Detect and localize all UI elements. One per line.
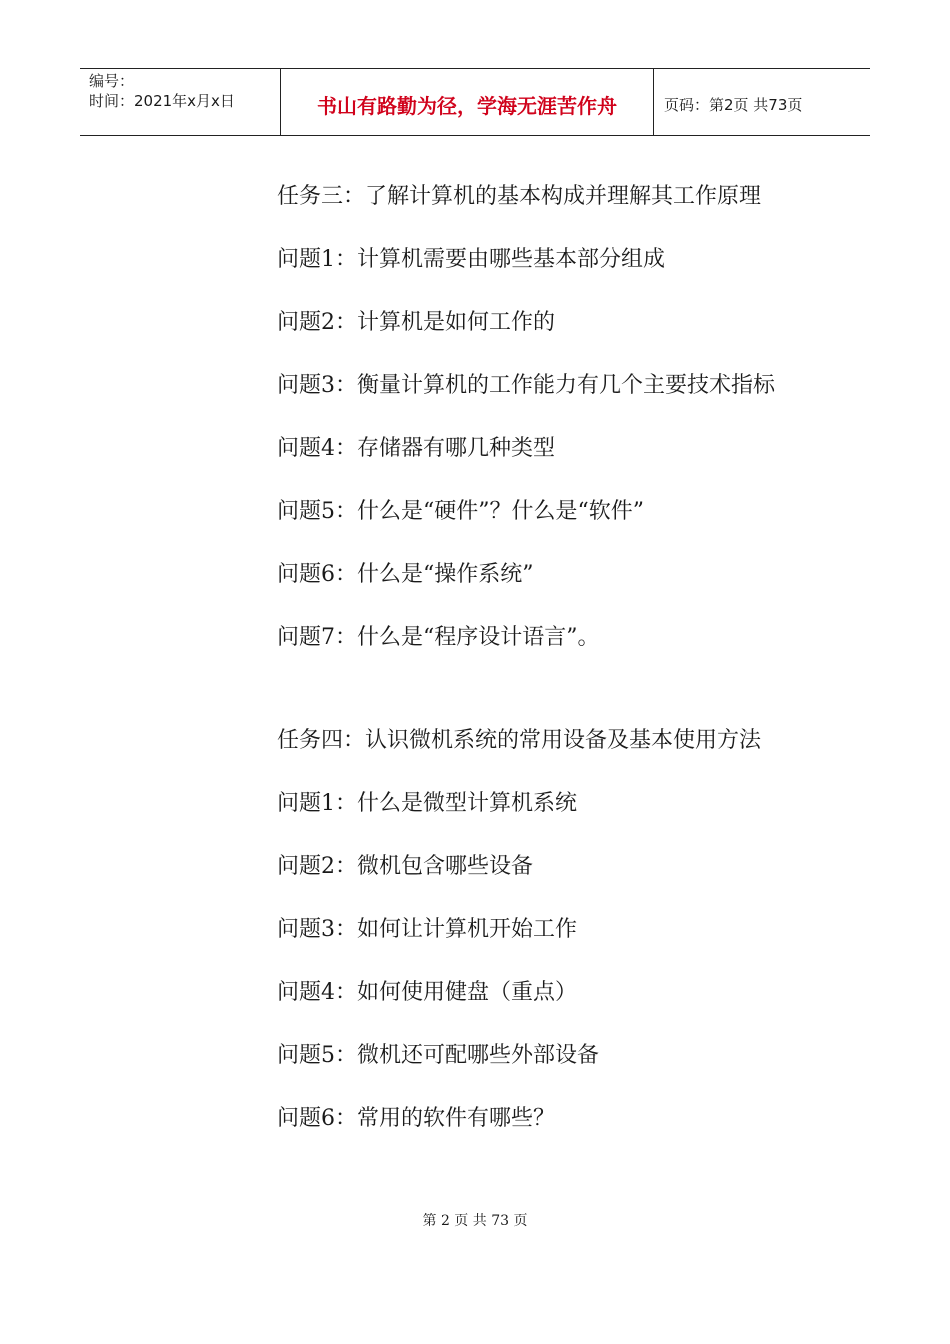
section-divider xyxy=(277,669,897,709)
time-label: 时间：2021年x月x日 xyxy=(89,92,235,110)
section-task-4 xyxy=(277,709,897,1150)
section-task-3 xyxy=(277,165,897,669)
page-header xyxy=(80,68,870,136)
question-item: 问题1：计算机需要由哪些基本部分组成 xyxy=(277,247,665,272)
header-motto: 书山有路勤为径，学海无涯苦作舟 xyxy=(281,69,654,135)
section-title: 任务三：了解计算机的基本构成并理解其工作原理 xyxy=(277,184,762,209)
question-item: 问题6：常用的软件有哪些？ xyxy=(277,1106,555,1131)
header-meta xyxy=(80,69,281,135)
question-item: 问题3：如何让计算机开始工作 xyxy=(277,917,577,942)
question-item: 问题5：微机还可配哪些外部设备 xyxy=(277,1043,599,1068)
page-footer: 第 2 页 共 73 页 xyxy=(422,1213,528,1229)
question-item: 问题7：什么是“程序设计语言”。 xyxy=(277,625,600,650)
question-item: 问题3：衡量计算机的工作能力有几个主要技术指标 xyxy=(277,373,775,398)
question-item: 问题4：如何使用健盘（重点） xyxy=(277,980,577,1005)
question-item: 问题2：微机包含哪些设备 xyxy=(277,854,533,879)
question-item: 问题4：存储器有哪几种类型 xyxy=(277,436,555,461)
question-item: 问题2：计算机是如何工作的 xyxy=(277,310,555,335)
question-item: 问题6：什么是“操作系统” xyxy=(277,562,534,587)
document-body xyxy=(277,165,897,1150)
header-page-info: 页码：第2页 共73页 xyxy=(664,95,803,114)
section-title: 任务四：认识微机系统的常用设备及基本使用方法 xyxy=(277,728,762,753)
number-label: 编号： xyxy=(89,72,135,90)
question-item: 问题1：什么是微型计算机系统 xyxy=(277,791,577,816)
question-item: 问题5：什么是“硬件”？什么是“软件” xyxy=(277,499,644,524)
